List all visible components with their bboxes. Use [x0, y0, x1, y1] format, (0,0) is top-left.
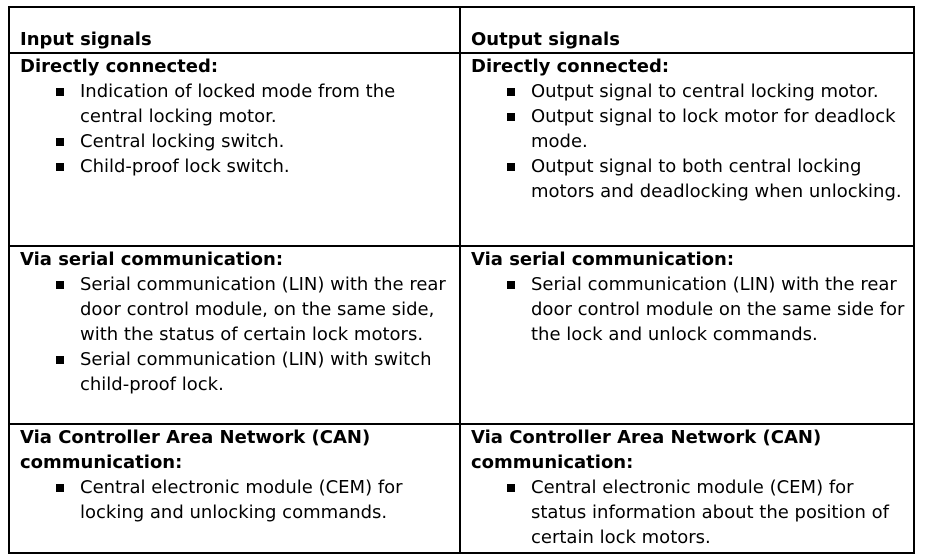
bullet-list: [20, 79, 459, 179]
list-item: Serial communication (LIN) with the rear door control module on the same side for the lock and unlock commands.: [531, 272, 913, 347]
header-input-signals: Input signals: [9, 7, 460, 53]
output-cell-can-communication: [460, 424, 914, 553]
bullet-list: [471, 272, 913, 347]
header-output-signals: Output signals: [460, 7, 914, 53]
bullet-list: [20, 475, 459, 525]
list-item: Output signal to both central locking motors and deadlocking when unlocking.: [531, 154, 913, 204]
bullet-list: [471, 475, 913, 550]
list-item: Output signal to central locking motor.: [531, 79, 913, 104]
bullet-list: [20, 272, 459, 397]
list-item: Serial communication (LIN) with switch child-proof lock.: [80, 347, 459, 397]
table-header-row: [9, 7, 914, 53]
signals-table: [8, 6, 915, 554]
list-item: Output signal to lock motor for deadlock mode.: [531, 104, 913, 154]
input-cell-serial-communication: [9, 246, 460, 424]
input-cell-can-communication: [9, 424, 460, 553]
list-item: Central electronic module (CEM) for locking and unlocking commands.: [80, 475, 459, 525]
section-heading: Via serial communication:: [471, 249, 735, 271]
table-row-directly-connected: [9, 53, 914, 246]
list-item: Central locking switch.: [80, 129, 459, 154]
list-item: Central electronic module (CEM) for status information about the position of certain lock motors.: [531, 475, 913, 550]
bullet-list: [471, 79, 913, 204]
list-item: Indication of locked mode from the central locking motor.: [80, 79, 459, 129]
section-heading: Via Controller Area Network (CAN) communication:: [20, 427, 371, 474]
list-item: Child-proof lock switch.: [80, 154, 459, 179]
section-heading: Directly connected:: [20, 56, 219, 77]
table-row-can-communication: [9, 424, 914, 553]
input-cell-directly-connected: [9, 53, 460, 246]
section-heading: Via Controller Area Network (CAN) communication:: [471, 427, 822, 474]
section-heading: Via serial communication:: [20, 249, 284, 271]
section-heading: Directly connected:: [471, 56, 670, 77]
output-cell-directly-connected: [460, 53, 914, 246]
list-item: Serial communication (LIN) with the rear door control module, on the same side, with the status of certain lock motors.: [80, 272, 459, 347]
table-row-serial-communication: [9, 246, 914, 424]
output-cell-serial-communication: [460, 246, 914, 424]
